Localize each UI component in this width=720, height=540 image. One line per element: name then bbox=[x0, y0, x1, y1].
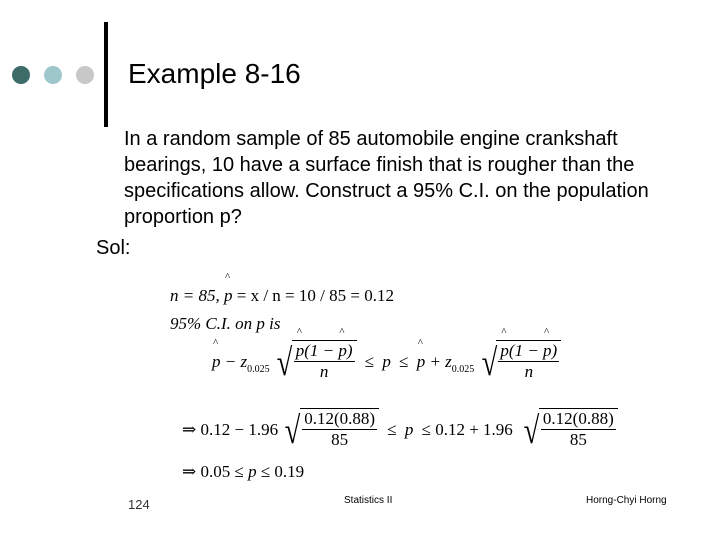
math-sqrt-right bbox=[521, 408, 618, 454]
math-fraction bbox=[294, 341, 355, 382]
math-le: ≤ bbox=[364, 351, 375, 371]
fraction-numerator: 0.12(0.88) bbox=[304, 409, 376, 428]
sqrt-sign: √ bbox=[481, 342, 497, 384]
math-p: p bbox=[382, 351, 391, 371]
sqrt-sign: √ bbox=[276, 342, 293, 384]
math-le: ≤ bbox=[387, 419, 397, 439]
math-line-3 bbox=[212, 340, 561, 386]
bullet-dot-gray bbox=[76, 66, 94, 84]
math-result-upper: ≤ 0.19 bbox=[256, 462, 305, 481]
slide-title: Example 8-16 bbox=[128, 58, 301, 89]
math-fraction bbox=[498, 341, 559, 382]
fraction-denominator: 85 bbox=[331, 430, 349, 449]
fraction-numerator bbox=[498, 341, 559, 362]
math-p: p bbox=[404, 419, 414, 439]
math-line-1 bbox=[170, 286, 394, 306]
solution-label: Sol: bbox=[96, 237, 131, 259]
implies-arrow: ⇒ bbox=[182, 419, 197, 439]
math-lower-expr: 0.12 − 1.96 bbox=[200, 419, 279, 439]
math-line-4 bbox=[182, 408, 618, 454]
math-z-left: − z bbox=[220, 351, 248, 371]
math-z-sub: 0.025 bbox=[247, 363, 270, 375]
math-le: ≤ bbox=[399, 351, 409, 371]
math-phat-computation: = x / n = 10 / 85 = 0.12 bbox=[232, 286, 394, 305]
math-p-hat: ^ p bbox=[296, 341, 305, 361]
math-sqrt-right bbox=[479, 340, 562, 386]
math-line-2: 95% C.I. on p is bbox=[170, 314, 281, 333]
math-p-hat: ^ p bbox=[417, 352, 426, 372]
sqrt-num-close: ) bbox=[346, 341, 353, 360]
math-z-sub: 0.025 bbox=[451, 363, 475, 375]
sqrt-body bbox=[300, 408, 379, 454]
math-line-5 bbox=[182, 462, 304, 482]
math-p: p bbox=[248, 462, 257, 481]
implies-arrow: ⇒ bbox=[182, 462, 197, 481]
math-p-hat: ^ p bbox=[543, 341, 552, 361]
math-sqrt-left bbox=[282, 408, 379, 454]
math-p-hat: ^ p bbox=[500, 341, 509, 361]
page-number: 124 bbox=[128, 497, 150, 512]
fraction-numerator bbox=[294, 341, 355, 362]
sqrt-sign: √ bbox=[523, 410, 540, 452]
footer-author: Horng-Chyi Horng bbox=[586, 495, 667, 506]
math-n-value: n = 85, bbox=[170, 286, 220, 305]
solution-math bbox=[168, 272, 638, 487]
math-sqrt-left bbox=[274, 340, 357, 386]
sqrt-num-close: ) bbox=[551, 341, 558, 360]
sqrt-body bbox=[292, 340, 357, 386]
math-p-hat: ^ p bbox=[338, 341, 347, 361]
sqrt-body bbox=[539, 408, 618, 454]
math-result-lower: 0.05 ≤ bbox=[200, 462, 249, 481]
math-z-right: + z bbox=[425, 351, 452, 371]
problem-statement: In a random sample of 85 automobile engine crankshaft bearings, 10 have a surface finish that is rougher than the specifications allow. Construct a 95% C.I. on the population proportion p? bbox=[124, 128, 649, 228]
bullet-dot-dark bbox=[12, 66, 30, 84]
title-divider-bar bbox=[104, 22, 108, 127]
math-fraction bbox=[302, 409, 377, 450]
sqrt-num-text: (1 − bbox=[508, 341, 544, 360]
math-p-hat: ^ p bbox=[224, 286, 233, 306]
fraction-numerator: 0.12(0.88) bbox=[542, 409, 614, 428]
fraction-denominator: n bbox=[524, 362, 534, 381]
fraction-denominator: n bbox=[319, 362, 329, 381]
bullet-dot-teal bbox=[44, 66, 62, 84]
math-p-hat: ^ p bbox=[212, 352, 221, 372]
fraction-denominator: 85 bbox=[569, 430, 587, 449]
math-upper-expr: ≤ 0.12 + 1.96 bbox=[421, 419, 513, 439]
sqrt-num-text: (1 − bbox=[304, 341, 339, 360]
sqrt-body bbox=[496, 340, 561, 386]
sqrt-sign: √ bbox=[284, 410, 301, 452]
math-fraction bbox=[541, 409, 616, 450]
footer-course: Statistics II bbox=[344, 495, 393, 506]
